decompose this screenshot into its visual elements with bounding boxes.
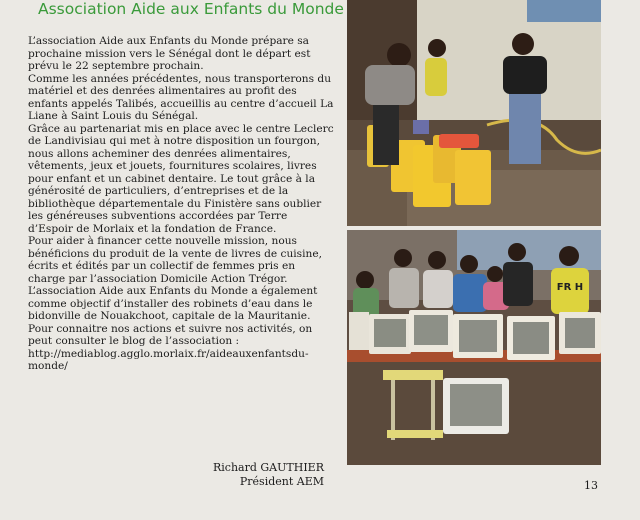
- signature-role: Président AEM: [239, 474, 324, 488]
- signature-name: Richard GAUTHIER: [213, 461, 324, 474]
- signature: [213, 461, 324, 488]
- paragraph-4: Pour aider à financer cette nouvelle mission, nous bénéficions du produit de la vente de livres de cuisine, écrits et édités par un collectif de femmes pris en charge par l’association Domicile Action Trégor.: [28, 235, 322, 285]
- photo-computers: [347, 230, 601, 465]
- paragraph-1: L’association Aide aux Enfants du Monde prépare sa prochaine mission vers le Sénégal dont le départ est prévu le 22 septembre prochain.: [28, 35, 311, 72]
- shirt-text: FR H: [556, 282, 584, 293]
- paragraph-2: Comme les années précédentes, nous transporterons du matériel et des denrées alimentaires au profit des enfants appelés Talibés, accueillis au centre d’accueil La Liane à Saint Louis du Sénégal.: [28, 72, 334, 122]
- page-number: 13: [584, 479, 598, 492]
- paragraph-6: Pour connaitre nos actions et suivre nos activités, on peut consulter le blog de l’association : http://mediablog.agglo.morlaix.fr/aideauxenfantsdu-monde/: [28, 322, 313, 372]
- article-title: Association Aide aux Enfants du Monde: [38, 0, 344, 18]
- paragraph-5: L’association Aide aux Enfants du Monde a également comme objectif d’installer des robinets d’eau dans le bidonville de Nouakchoot, capitale de la Mauritanie.: [28, 285, 318, 322]
- paragraph-3: Grâce au partenariat mis en place avec le centre Leclerc de Landivisiau qui met à notre disposition un fourgon, nous allons acheminer des denrées alimentaires, vêtements, jeux et jouets, fournitures scolaires, livres pour enfant et un cabinet dentaire. Le tout grâce à la générosité de particuliers, d’entreprises et de la bibliothèque départementale du Finistère sans oublier les généreuses subventions accordées par Terre d’Espoir de Morlaix et la fondation de France.: [28, 122, 334, 235]
- photo-water-jerrycans: [347, 0, 601, 226]
- article-body: [28, 35, 334, 373]
